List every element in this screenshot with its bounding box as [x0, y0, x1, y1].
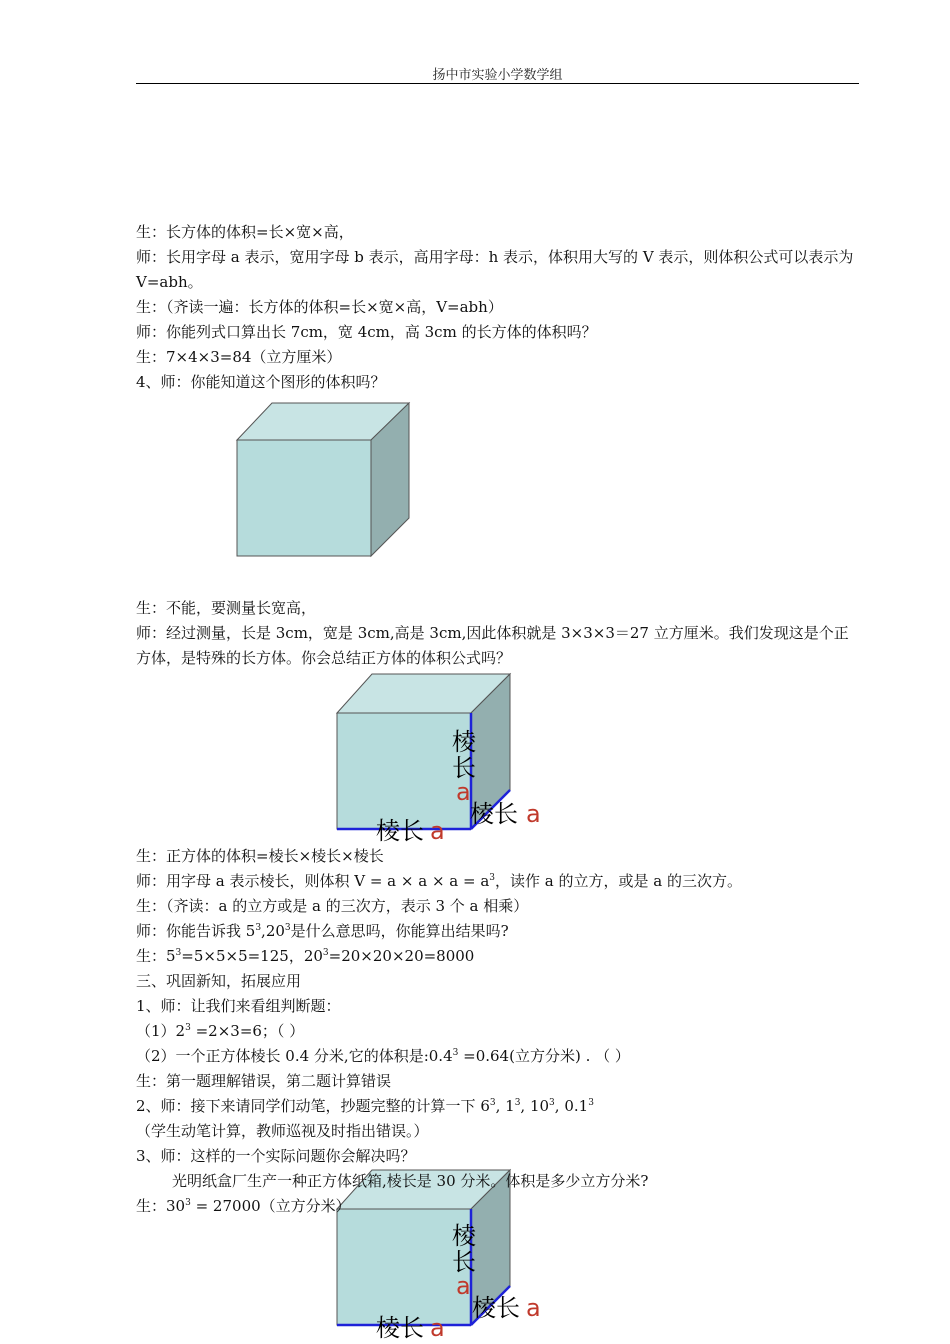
- text-line: 生：7×4×3=84（立方厘米）: [136, 348, 342, 366]
- text-paragraph: 师：经过测量，长是 3cm，宽是 3cm,高是 3cm,因此体积就是 3×3×3＝27 立方厘米。我们发现这是个正方体，是特殊的长方体。你会总结正方体的体积公式吗？: [136, 624, 849, 667]
- depth-edge-letter: a: [526, 800, 541, 828]
- text-line: （学生动笔计算，教师巡视及时指出错误。）: [136, 1122, 429, 1140]
- bottom-edge-letter: a: [430, 1314, 445, 1342]
- text-line: 2、师：接下来请同学们动笔，抄题完整的计算一下 $6^3$, $1^3$, $10^3$, $0.1^3$: [136, 1097, 594, 1115]
- bottom-edge-label: 棱长: [376, 817, 424, 845]
- vertical-label-char-1: 棱: [452, 1222, 476, 1250]
- bottom-edge-label: 棱长: [376, 1314, 424, 1342]
- text-line: 4、师：你能知道这个图形的体积吗？: [136, 373, 386, 391]
- text-line: 师：你能列式口算出长 7cm，宽 4cm，高 3cm 的长方体的体积吗？: [136, 323, 597, 341]
- section-heading: 三、巩固新知，拓展应用: [136, 972, 302, 990]
- bottom-edge-letter: a: [430, 817, 445, 845]
- header-divider: [136, 83, 859, 84]
- depth-edge-label: 棱长: [470, 800, 518, 828]
- text-line: 生：（齐读：a 的立方或是 a 的三次方，表示 3 个 a 相乘）: [136, 897, 529, 915]
- page-header: 扬中市实验小学数学组: [432, 68, 563, 83]
- cube-front-face: [237, 440, 371, 556]
- text-line: 生：正方体的体积=棱长×棱长×棱长: [136, 847, 384, 865]
- cube-figure: [230, 396, 420, 566]
- text-line: 生：（齐读一遍：长方体的体积=长×宽×高，V=abh）: [136, 298, 503, 316]
- text-line: 生：第一题理解错误，第二题计算错误: [136, 1072, 392, 1090]
- depth-edge-label: 棱长: [472, 1294, 520, 1322]
- vertical-label-letter: a: [456, 778, 471, 806]
- text-line: 生：$5^3=5\times 5\times 5=125$，$20^3=20\times 20\times 20=8000$: [136, 947, 475, 965]
- text-paragraph: 师：长用字母 a 表示，宽用字母 b 表示，高用字母：h 表示，体积用大写的 V 表示，则体积公式可以表示为 V=abh。: [136, 248, 854, 291]
- text-line: 师：用字母 a 表示棱长，则体积 $V = a \times a \times a = a^3$，读作 a 的立方，或是 a 的三次方。: [136, 872, 742, 890]
- text-line: 生：$30^3 = 27000$（立方分米）: [136, 1197, 351, 1215]
- word-problem: 光明纸盒厂生产一种正方体纸箱,棱长是 30 分米。体积是多少立方分米?: [172, 1172, 649, 1190]
- vertical-label-char-2: 长: [452, 754, 476, 782]
- cube-front-face: [337, 1209, 471, 1325]
- vertical-label-char-2: 长: [452, 1248, 476, 1276]
- question-2: （2）一个正方体棱长 0.4 分米,它的体积是$:0.4^3 =0.64$(立方分米) . （ ）: [136, 1047, 630, 1065]
- text-line: 3、师：这样的一个实际问题你会解决吗？: [136, 1147, 416, 1165]
- depth-edge-letter: a: [526, 1294, 541, 1322]
- vertical-label-letter: a: [456, 1272, 471, 1300]
- text-line: 1、师：让我们来看组判断题：: [136, 997, 341, 1015]
- question-1: $(1)2^3 =2\times 3=6$；（ ）: [136, 1022, 305, 1040]
- text-line: 生：不能，要测量长宽高，: [136, 599, 317, 617]
- vertical-label-char-1: 棱: [452, 728, 476, 756]
- labeled-cube-figure: [330, 668, 550, 846]
- text-line: 师：你能告诉我 $5^3,20^3$是什么意思吗，你能算出结果吗?: [136, 922, 509, 940]
- text-line: 生：长方体的体积=长×宽×高，: [136, 223, 354, 241]
- cube-front-face: [337, 713, 471, 829]
